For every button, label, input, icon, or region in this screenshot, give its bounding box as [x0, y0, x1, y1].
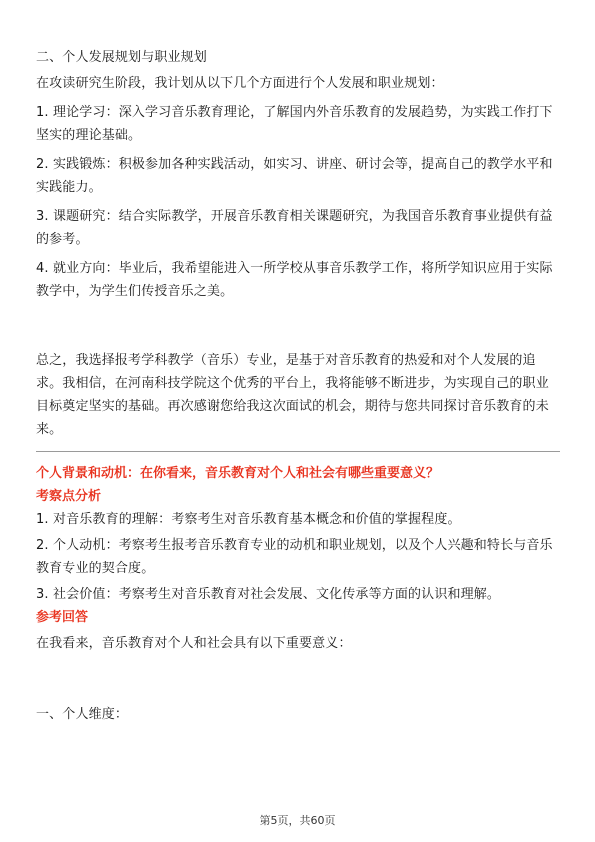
- spacer: [36, 303, 560, 349]
- plan-item-career: 4. 就业方向：毕业后，我希望能进入一所学校从事音乐教学工作，将所学知识应用于实际教学中，为学生们传授音乐之美。: [36, 261, 553, 299]
- plan-item-practice: 2. 实践锻炼：积极参加各种实践活动，如实习、讲座、研讨会等，提高自己的教学水平和实践能力。: [36, 157, 553, 195]
- analysis-label: 考察点分析: [36, 489, 102, 504]
- analysis-item-motivation: 2. 个人动机：考察考生报考音乐教育专业的动机和职业规划，以及个人兴趣和特长与音乐教育专业的契合度。: [36, 538, 553, 576]
- plan-intro: 在攻读研究生阶段，我计划从以下几个方面进行个人发展和职业规划：: [36, 76, 444, 91]
- document-page: [36, 46, 560, 726]
- analysis-item-understanding: 1. 对音乐教育的理解：考察考生对音乐教育基本概念和价值的掌握程度。: [36, 512, 461, 527]
- answer-label: 参考回答: [36, 610, 89, 625]
- analysis-item-social-value: 3. 社会价值：考察考生对音乐教育对社会发展、文化传承等方面的认识和理解。: [36, 587, 501, 602]
- section-heading: 二、个人发展规划与职业规划: [36, 50, 207, 65]
- question-title: 个人背景和动机：在你看来，音乐教育对个人和社会有哪些重要意义？: [36, 466, 440, 481]
- spacer: [36, 655, 560, 703]
- plan-item-theory: 1. 理论学习：深入学习音乐教育理论，了解国内外音乐教育的发展趋势，为实践工作打下坚实的理论基础。: [36, 105, 553, 143]
- plan-item-research: 3. 课题研究：结合实际教学，开展音乐教育相关课题研究，为我国音乐教育事业提供有益的参考。: [36, 209, 553, 247]
- section-divider: [36, 451, 560, 452]
- answer-intro: 在我看来，音乐教育对个人和社会具有以下重要意义：: [36, 636, 352, 651]
- answer-subheading: 一、个人维度：: [36, 707, 129, 722]
- page-number: 第5页，共60页: [259, 814, 336, 827]
- conclusion-paragraph: 总之，我选择报考学科教学（音乐）专业，是基于对音乐教育的热爱和对个人发展的追求。我相信，在河南科技学院这个优秀的平台上，我将能够不断进步，为实现自己的职业目标奠定坚实的基础。再次感谢您给我这次面试的机会，期待与您共同探讨音乐教育的未来。: [36, 353, 549, 437]
